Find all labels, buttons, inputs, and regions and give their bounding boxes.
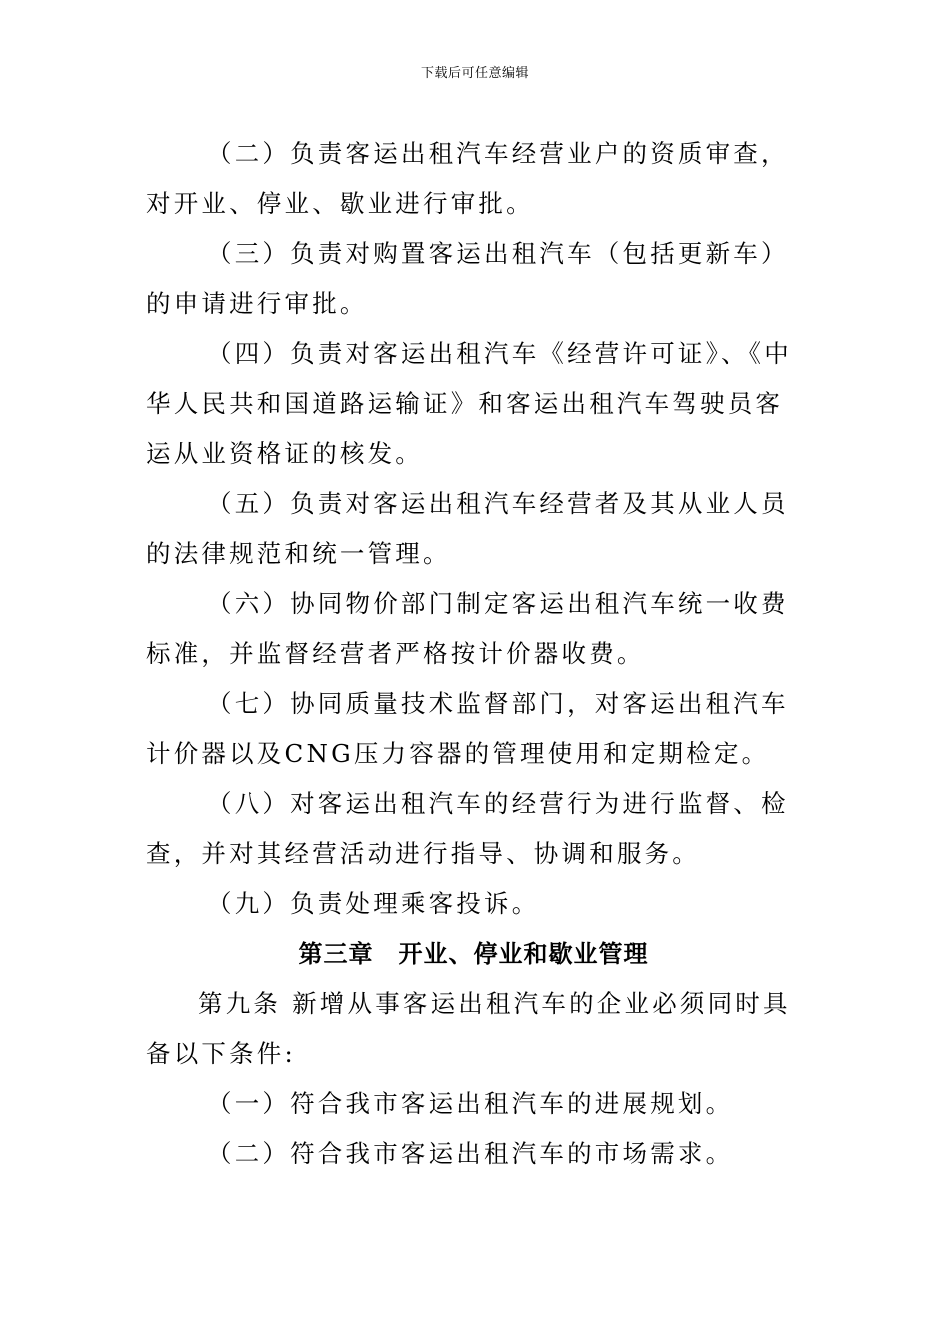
- document-body: [146, 129, 801, 1179]
- article-9: [146, 979, 801, 1079]
- condition-item-1: （一）符合我市客运出租汽车的进展规划。: [207, 1089, 734, 1118]
- paragraph-item-8: （八）对客运出租汽车的经营行为进行监督、检查，并对其经营活动进行指导、协调和服务。: [146, 789, 789, 868]
- paragraph-item-5: （五）负责对客运出租汽车经营者及其从业人员的法律规范和统一管理。: [146, 489, 789, 568]
- paragraph-item-9: （九）负责处理乘客投诉。: [207, 889, 540, 918]
- condition-item-2: （二）符合我市客运出租汽车的市场需求。: [207, 1139, 734, 1168]
- page-header: 下载后可任意编辑: [420, 66, 529, 81]
- chapter-heading: 第三章 开业、停业和歇业管理: [298, 940, 649, 968]
- article-text: 新增从事客运出租汽车的企业必须同时具备以下条件:: [146, 989, 791, 1068]
- paragraph-item-4: （四）负责对客运出租汽车《经营许可证》、《中华人民共和国道路运输证》和客运出租汽车驾驶员客运从业资格证的核发。: [146, 339, 792, 468]
- article-number: 第九条: [198, 989, 282, 1018]
- paragraph-item-7: （七）协同质量技术监督部门，对客运出租汽车计价器以及CNG压力容器的管理使用和定期检定。: [146, 689, 789, 768]
- paragraph-item-6: （六）协同物价部门制定客运出租汽车统一收费标准，并监督经营者严格按计价器收费。: [146, 589, 789, 668]
- paragraph-item-3: （三）负责对购置客运出租汽车（包括更新车）的申请进行审批。: [146, 239, 789, 318]
- paragraph-item-2: （二）负责客运出租汽车经营业户的资质审查，对开业、停业、歇业进行审批。: [146, 139, 789, 218]
